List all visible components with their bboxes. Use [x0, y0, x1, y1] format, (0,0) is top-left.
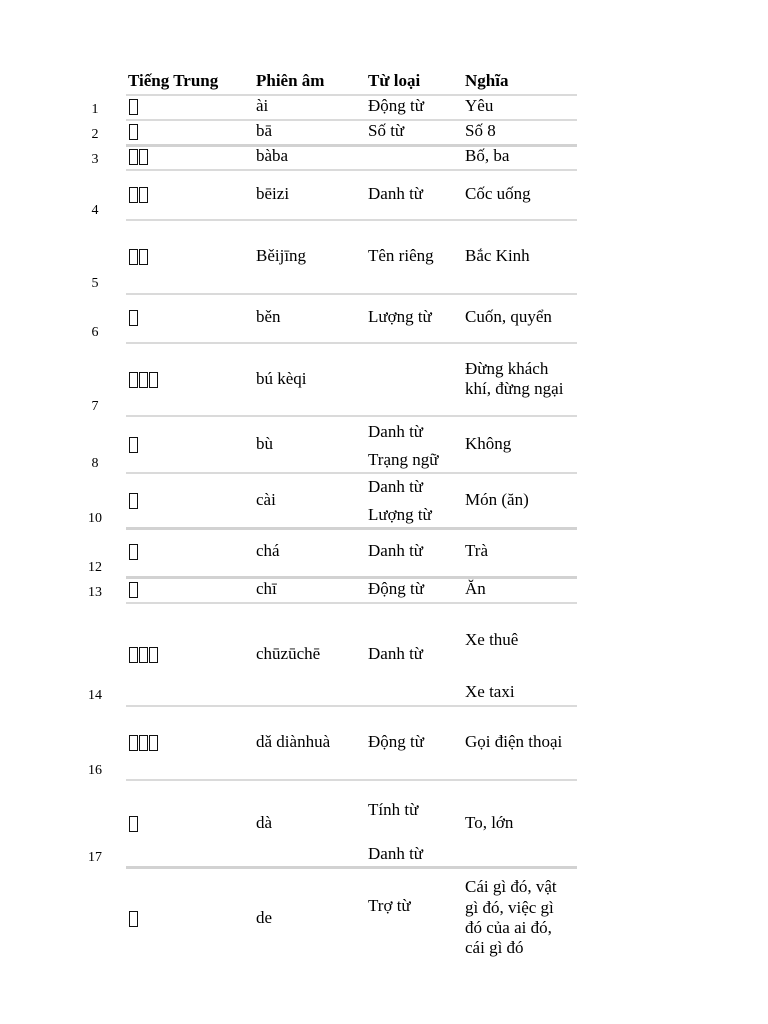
row-number: 16	[88, 763, 102, 778]
row-number: 1	[91, 102, 99, 117]
pinyin: bù	[256, 434, 273, 453]
row-divider	[126, 119, 577, 121]
word-type: Động từ	[368, 579, 424, 598]
column-header-pinyin: Phiên âm	[256, 71, 325, 90]
column-header-word-type: Từ loại	[368, 71, 421, 90]
missing-glyph-box	[139, 735, 148, 751]
meaning: Xe thuê	[465, 630, 519, 649]
pinyin: cài	[256, 490, 276, 509]
pinyin: chá	[256, 541, 280, 560]
word-type: Lượng từ	[368, 505, 432, 524]
chinese-word	[129, 911, 139, 927]
row-divider	[126, 527, 577, 530]
row-divider	[126, 342, 577, 344]
row-divider	[126, 94, 577, 96]
word-type: Danh từ	[368, 477, 424, 496]
pinyin: de	[256, 908, 273, 927]
word-type: Tên riêng	[368, 246, 434, 265]
chinese-word	[129, 310, 139, 326]
meaning: Trà	[465, 541, 488, 560]
word-type: Danh từ	[368, 541, 424, 560]
missing-glyph-box	[149, 647, 158, 663]
meaning-line: đó của ai đó,	[465, 918, 552, 937]
pinyin: chī	[256, 579, 277, 598]
meaning-line: khí, đừng ngại	[465, 379, 564, 398]
pinyin: bā	[256, 121, 273, 140]
pinyin: chūzūchē	[256, 644, 321, 663]
row-number: 6	[91, 325, 99, 340]
word-type: Tính từ	[368, 800, 419, 819]
column-header-chinese: Tiếng Trung	[128, 71, 219, 90]
meaning: Yêu	[465, 96, 494, 115]
row-divider	[126, 576, 577, 579]
row-number: 8	[91, 456, 99, 471]
missing-glyph-box	[139, 149, 148, 165]
missing-glyph-box	[129, 187, 138, 203]
meaning-line: gì đó, việc gì	[465, 898, 554, 917]
meaning: Bắc Kinh	[465, 246, 530, 265]
row-divider	[126, 472, 577, 474]
meaning: Bố, ba	[465, 146, 510, 165]
pinyin: bàba	[256, 146, 289, 165]
meaning: Ăn	[465, 579, 486, 598]
row-divider	[126, 169, 577, 171]
word-type: Trạng ngữ	[368, 450, 439, 469]
chinese-word	[129, 582, 139, 598]
row-divider	[126, 219, 577, 221]
row-divider	[126, 779, 577, 781]
missing-glyph-box	[129, 816, 138, 832]
missing-glyph-box	[129, 493, 138, 509]
missing-glyph-box	[129, 124, 138, 140]
missing-glyph-box	[129, 99, 138, 115]
word-type: Danh từ	[368, 644, 424, 663]
missing-glyph-box	[139, 372, 148, 388]
pinyin: dà	[256, 813, 273, 832]
row-number: 7	[91, 399, 99, 414]
row-number: 12	[88, 560, 102, 575]
meaning: Không	[465, 434, 512, 453]
pinyin: Běijīng	[256, 246, 307, 265]
missing-glyph-box	[129, 149, 138, 165]
row-number: 14	[88, 688, 102, 703]
chinese-word	[129, 735, 159, 751]
chinese-word	[129, 647, 159, 663]
missing-glyph-box	[149, 735, 158, 751]
row-number: 3	[91, 152, 99, 167]
word-type: Động từ	[368, 732, 424, 751]
pinyin: dǎ diànhuà	[256, 732, 331, 751]
chinese-word	[129, 124, 139, 140]
missing-glyph-box	[129, 310, 138, 326]
row-number: 10	[88, 511, 102, 526]
word-type: Trợ từ	[368, 896, 411, 915]
word-type: Lượng từ	[368, 307, 432, 326]
word-type: Danh từ	[368, 422, 424, 441]
word-type: Số từ	[368, 121, 405, 140]
row-number: 4	[91, 203, 99, 218]
word-type: Danh từ	[368, 844, 424, 863]
meaning: Số 8	[465, 121, 496, 140]
missing-glyph-box	[129, 249, 138, 265]
row-divider	[126, 602, 577, 604]
meaning: Cuốn, quyển	[465, 307, 552, 326]
missing-glyph-box	[129, 544, 138, 560]
row-number: 13	[88, 585, 102, 600]
missing-glyph-box	[129, 372, 138, 388]
missing-glyph-box	[139, 647, 148, 663]
row-number: 2	[91, 127, 99, 142]
row-divider	[126, 415, 577, 417]
pinyin: běn	[256, 307, 281, 326]
chinese-word	[129, 372, 159, 388]
chinese-word	[129, 816, 139, 832]
word-type: Động từ	[368, 96, 424, 115]
missing-glyph-box	[139, 249, 148, 265]
meaning-line: Cái gì đó, vật	[465, 877, 557, 896]
row-divider	[126, 293, 577, 295]
meaning-line: Đừng khách	[465, 359, 549, 378]
missing-glyph-box	[129, 437, 138, 453]
chinese-word	[129, 249, 149, 265]
chinese-word	[129, 437, 139, 453]
row-number: 17	[88, 850, 102, 865]
chinese-word	[129, 544, 139, 560]
missing-glyph-box	[129, 647, 138, 663]
meaning-line: cái gì đó	[465, 938, 524, 957]
meaning: To, lớn	[465, 813, 514, 832]
missing-glyph-box	[129, 735, 138, 751]
meaning: Cốc uống	[465, 184, 531, 203]
word-type: Danh từ	[368, 184, 424, 203]
row-divider	[126, 866, 577, 869]
missing-glyph-box	[129, 582, 138, 598]
missing-glyph-box	[129, 911, 138, 927]
pinyin: ài	[256, 96, 269, 115]
missing-glyph-box	[149, 372, 158, 388]
column-header-meaning: Nghĩa	[465, 71, 509, 90]
meaning: Xe taxi	[465, 682, 515, 701]
pinyin: bēizi	[256, 184, 290, 203]
pinyin: bú kèqi	[256, 369, 307, 388]
chinese-word	[129, 493, 139, 509]
chinese-word	[129, 187, 149, 203]
row-divider	[126, 705, 577, 707]
meaning: Gọi điện thoại	[465, 732, 563, 751]
row-number: 5	[91, 276, 99, 291]
meaning: Món (ăn)	[465, 490, 529, 509]
missing-glyph-box	[139, 187, 148, 203]
chinese-word	[129, 149, 149, 165]
chinese-word	[129, 99, 139, 115]
